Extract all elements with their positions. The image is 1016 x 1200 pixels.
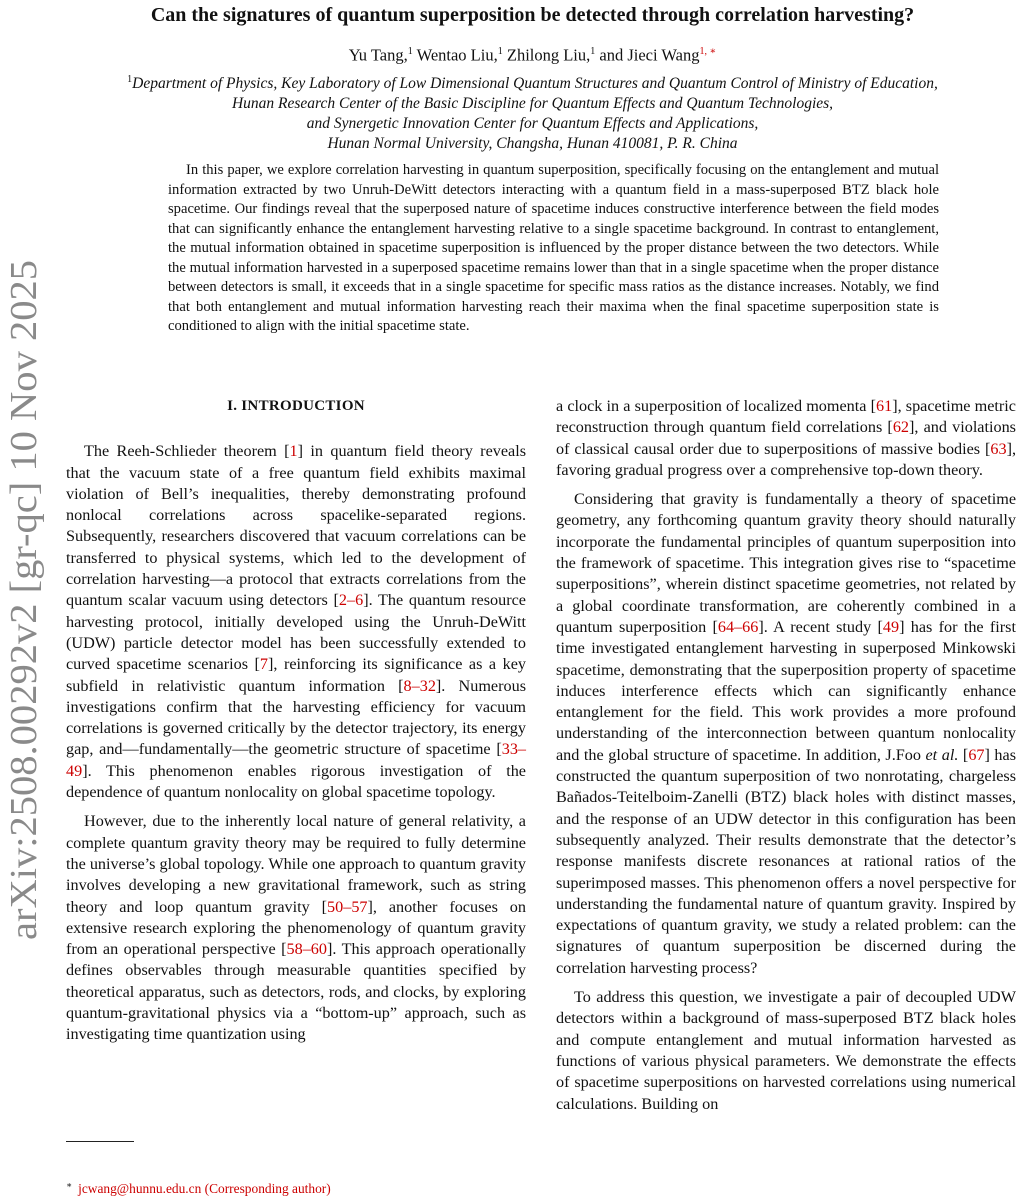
paragraph-text: ]. Numerous investigations confirm that the harvesting efficiency for vacuum correlations is governed critically by the detector trajectory, its energy gap, and—fundamentally—the geometric structure of spacetime [	[66, 676, 526, 759]
author-affiliation-mark: 1	[407, 46, 413, 57]
italic-text: et al.	[925, 745, 959, 764]
paragraph-text: ], favoring gradual progress over a comprehensive top-down theory.	[556, 439, 1016, 479]
left-paragraphs	[66, 441, 526, 1045]
paragraph-text: Considering that gravity is fundamentally a theory of spacetime geometry, any forthcoming quantum gravity theory should naturally incorporate the fundamental principles of quantum superposition into the framework of spacetime. This integration gives rise to “spacetime superpositions”, wherein distinct spacetime geometries, not related by a global coordinate transformation, are coherently combined in a quantum superposition [	[556, 490, 1016, 636]
paragraph-text: ]. This phenomenon enables rigorous investigation of the dependence of quantum nonlocality on global spacetime topology.	[66, 761, 526, 802]
paragraph-text: ]. A recent study [	[758, 617, 883, 636]
citation-link[interactable]: 58–60	[286, 940, 327, 959]
corresponding-author-mark[interactable]: 1, ∗	[699, 46, 717, 57]
affiliation-mark: 1	[127, 74, 133, 85]
body-paragraph	[556, 489, 1016, 979]
body-paragraph	[556, 396, 1016, 481]
paragraph-text: ], reinforcing its significance as a key subfield in relativistic quantum information [	[66, 655, 526, 695]
paragraph-text: The Reeh-Schlieder theorem [	[84, 442, 290, 461]
paper-title: Can the signatures of quantum superposition be detected through correlation harvesting?	[150, 4, 915, 26]
left-column	[66, 396, 526, 1054]
author-name: Zhilong Liu,	[506, 45, 591, 65]
citation-link[interactable]: 33–49	[66, 740, 526, 780]
footnote-mark: ∗	[66, 1180, 73, 1190]
citation-link[interactable]: 8–32	[403, 676, 436, 695]
paragraph-text: ], spacetime metric reconstruction through quantum field correlations [	[556, 397, 1016, 437]
citation-link[interactable]: 61	[876, 397, 893, 415]
footnote-rule	[66, 1141, 134, 1142]
author-name: and Jieci Wang	[599, 45, 700, 65]
citation-link[interactable]: 63	[990, 439, 1007, 458]
affiliation-line: Hunan Normal University, Changsha, Hunan 410081, P. R. China	[327, 135, 738, 153]
affiliation-line: and Synergetic Innovation Center for Quantum Effects and Applications,	[306, 115, 759, 133]
paragraph-text: ] has for the first time investigated entanglement harvesting in superposed Minkowski spacetime, demonstrating that the superposition property of spacetime induces interference effects which can significantly enhance entanglement for the field. This work provides a more profound understanding of the interconnection between quantum nonlocality and the global structure of spacetime. In addition, J.Foo	[556, 617, 1016, 764]
citation-link[interactable]: 49	[882, 617, 900, 636]
author-affiliation-mark: 1	[590, 46, 596, 57]
paragraph-text: ], another focuses on extensive research exploring the phenomenology of quantum gravity from an operational perspective [	[66, 897, 526, 959]
citation-link[interactable]: 1	[289, 442, 298, 461]
affiliation-line: Hunan Research Center of the Basic Discipline for Quantum Effects and Quantum Technologies,	[231, 95, 834, 113]
body-paragraph	[556, 987, 1016, 1115]
author-name: Yu Tang,	[348, 45, 408, 65]
citation-link[interactable]: 64–66	[717, 617, 759, 636]
citation-link[interactable]: 62	[892, 418, 910, 437]
citation-link[interactable]: 2–6	[338, 591, 364, 610]
section-heading: I. INTRODUCTION	[227, 398, 365, 414]
affiliation-line: Department of Physics, Key Laboratory of Low Dimensional Quantum Structures and Quantum Control of Ministry of Education,	[132, 75, 938, 93]
citation-link[interactable]: 7	[259, 655, 269, 674]
affiliation	[60, 70, 1005, 154]
paragraph-text: ] in quantum field theory reveals that the vacuum state of a free quantum field exhibits maximal violation of Bell’s inequalities, thereby demonstrating profound nonlocal correlations across spacelike-separated regions. Subsequently, researchers discovered that vacuum correlations can be transferred to physical systems, which led to the development of correlation harvesting—a protocol that extracts correlations from the quantum scalar vacuum using detectors [	[66, 442, 527, 610]
paragraph-text: To address this question, we investigate a pair of decoupled UDW detectors within a background of mass-superposed BTZ black holes and compute entanglement and mutual information harvested as functions of various physical parameters. We demonstrate the effects of spacetime superpositions on harvested correlations using numerical calculations. Building on	[556, 988, 1016, 1113]
paragraph-text: However, due to the inherently local nature of general relativity, a complete quantum gravity theory may be required to fully determine the universe’s global topology. While one approach to quantum gravity involves developing a new gravitational framework, such as string theory and loop quantum gravity [	[66, 812, 526, 916]
arxiv-identifier: arXiv:2508.00292v2 [gr-qc] 10 Nov 2025	[3, 302, 45, 940]
abstract: In this paper, we explore correlation harvesting in quantum superposition, specifically focusing on the entanglement and mutual information extracted by two Unruh-DeWitt detectors interacting with a quantum field in a mass-superposed BTZ black hole spacetime. Our findings reveal that the superposed nature of spacetime induces constructive interference between the field modes that can significantly enhance the entanglement harvesting relative to a single spacetime background. In contrast to entanglement, the mutual information obtained in spacetime superposition is influenced by the proper distance between the two detectors. While the mutual information harvested in a superposed spacetime remains lower than that in a single spacetime when the proper distance between detectors is small, it exceeds that in a single spacetime for specific mass ratios as the distance increases. Notably, we find that both entanglement and mutual information harvesting reach their maxima when the final spacetime superposition state is conditioned to align with the initial spacetime state.	[168, 162, 939, 334]
paragraph-text: ]. This approach operationally defines observables through measurable quantities specified by theoretical apparatus, such as detectors, rods, and clocks, by exploring quantum-gravitational physics via a “bottom-up” approach, such as investigating time quantization using	[66, 940, 526, 1044]
author-list	[60, 41, 1005, 67]
footnote-note: (Corresponding author)	[204, 1181, 331, 1196]
paragraph-text: ]. The quantum resource harvesting protocol, initially developed using the Unruh-DeWitt (UDW) particle detector model has been successfully extended to curved spacetime scenarios [	[66, 591, 526, 674]
body-paragraph	[66, 441, 526, 803]
paragraph-text: ] has constructed the quantum superposition of two nonrotating, chargeless Bañados-Teitelboim-Zanelli (BTZ) black holes with distinct masses, and the response of an UDW detector in this configuration has been subsequently analyzed. Their results demonstrate that the detector’s response manifests discrete resonances at rational ratios of the superimposed masses. This phenomenon offers a novel perspective for understanding the fundamental nature of quantum gravity. Inspired by expectations of quantum gravity, we study a related problem: can the signatures of quantum superposition be discerned during the correlation harvesting process?	[556, 745, 1016, 977]
footnote	[66, 1176, 526, 1198]
right-paragraphs	[556, 396, 1016, 1115]
right-column	[556, 396, 1016, 1123]
paragraph-text: a clock in a superposition of localized momenta [	[556, 397, 876, 415]
body-paragraph	[66, 811, 526, 1045]
citation-link[interactable]: 67	[968, 745, 985, 764]
email-link[interactable]: jcwang@hunnu.edu.cn	[78, 1181, 202, 1196]
paragraph-text: [	[958, 745, 969, 764]
author-name: Wentao Liu,	[416, 45, 498, 65]
author-affiliation-mark: 1	[497, 46, 503, 57]
citation-link[interactable]: 50–57	[327, 897, 368, 916]
arxiv-stamp	[0, 0, 54, 1200]
paragraph-text: ], and violations of classical causal order due to superpositions of massive bodies [	[556, 418, 1016, 458]
